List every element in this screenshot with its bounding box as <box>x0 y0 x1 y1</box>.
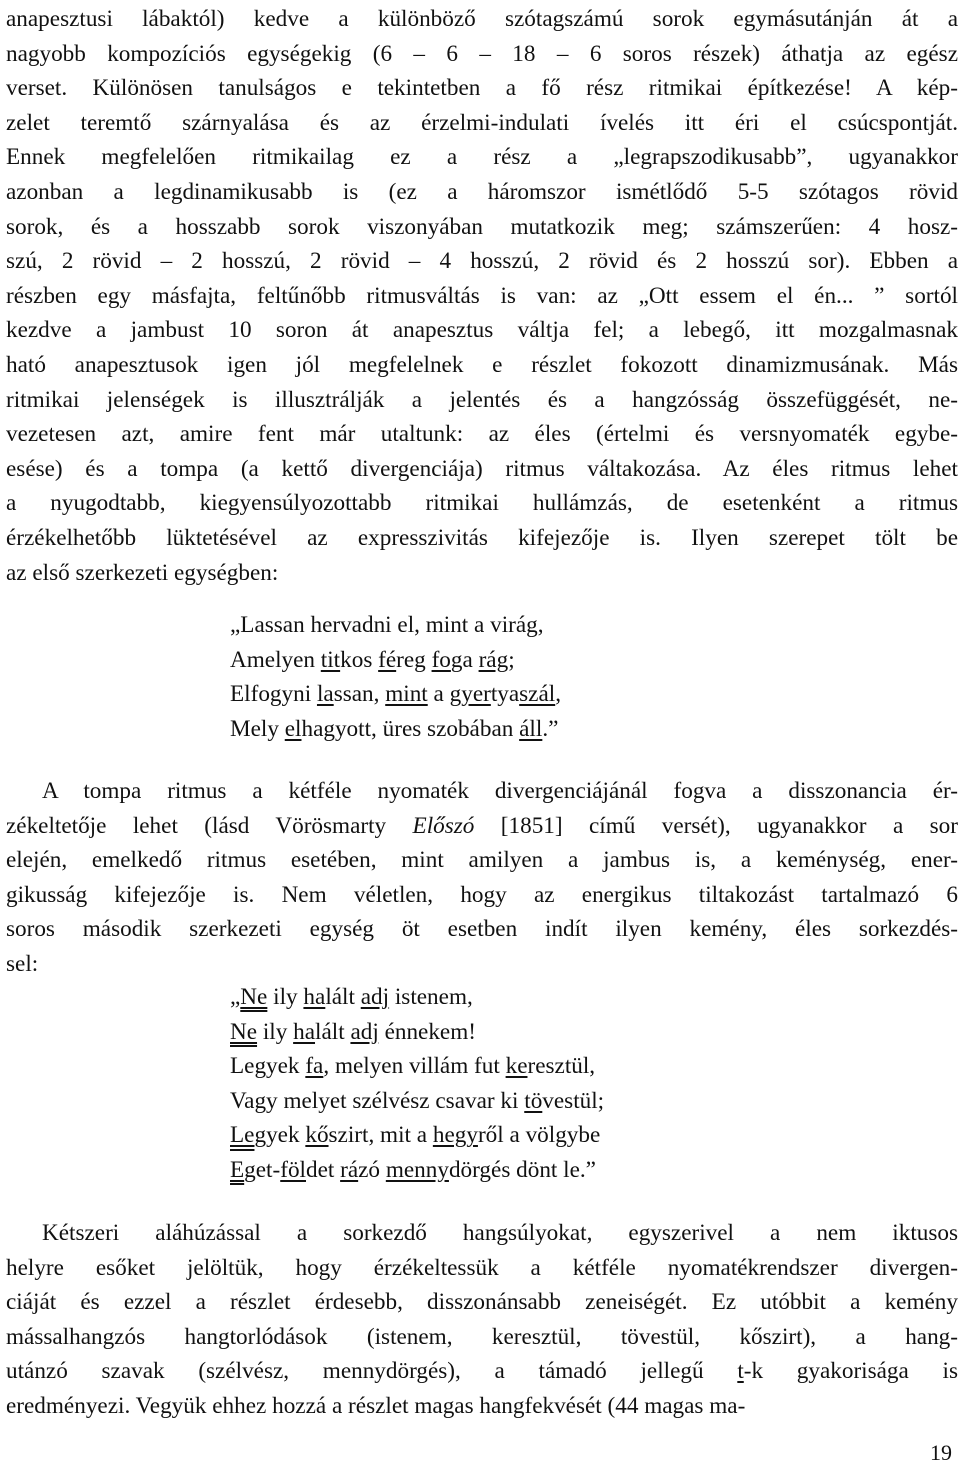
poem-verse-line <box>230 677 561 712</box>
stressed-syllable: tit <box>320 646 341 673</box>
stressed-syllable: föl <box>280 1156 306 1183</box>
text-segment: -k gyakorisága is <box>743 1358 958 1385</box>
text-segment: gikusság kifejezője is. Nem véletlen, hogy az energikus tiltakozást tartalmazó 6 <box>6 881 958 908</box>
poem-verse-line <box>230 1084 604 1119</box>
verse-segment: a <box>427 681 450 708</box>
poem-verse-line <box>230 1153 604 1188</box>
poem-verse-line <box>230 608 561 643</box>
stressed-syllable: fa <box>305 1053 324 1080</box>
poem-verse-line <box>230 643 561 678</box>
verse-segment: lált <box>325 984 361 1010</box>
verse-segment: dörgés dönt le.” <box>448 1156 596 1183</box>
text-line <box>6 1285 958 1320</box>
verse-segment: ga <box>450 646 479 673</box>
stressed-syllable: gyer <box>449 681 491 708</box>
text-line: zelet teremtő szárnyalása és az érzelmi-indulati ívelés itt éri el csúcspontját. <box>6 109 958 136</box>
text-segment: zékeltetője lehet (lásd Vörösmarty <box>6 812 413 839</box>
verse-segment: ; <box>508 646 515 673</box>
verse-segment: énnekem! <box>378 1018 476 1045</box>
poem-verse-line <box>230 712 561 747</box>
text-line <box>6 1251 958 1286</box>
text-segment: helyre esőket jelöltük, hogy érzékeltessük a kétféle nyomatékrendszer divergen- <box>6 1254 958 1281</box>
text-segment: A tompa ritmus a kétféle nyomaték divergenciájánál fogva a disszonancia ér- <box>42 778 958 804</box>
text-line <box>6 1354 958 1389</box>
stressed-syllable: rá <box>340 1156 359 1183</box>
text-line: vezetesen azt, amire fent már utaltunk: az éles (értelmi és versnyomaték egybe- <box>6 421 958 448</box>
text-line <box>6 774 958 809</box>
text-line: anapesztusi lábaktól) kedve a különböző szótagszámú sorok egymásutánján át a <box>6 6 958 32</box>
verse-segment: lált <box>315 1018 351 1045</box>
italic-title: Előszó <box>412 812 475 839</box>
stressed-syllable: rág <box>478 646 509 673</box>
text-segment: soros második szerkezeti egység öt esetben indít ilyen kemény, éles sorkezdés- <box>6 916 958 943</box>
stressed-syllable: adj <box>360 984 390 1010</box>
text-line <box>6 1216 958 1251</box>
text-line: kezdve a jambust 10 soron át anapesztus váltja fel; a lebegő, itt mozgalmasnak <box>6 317 958 344</box>
verse-segment: , <box>555 681 562 708</box>
text-line: az első szerkezeti egységben: <box>6 559 279 586</box>
verse-segment: Vagy melyet szélvész csavar ki <box>230 1087 525 1114</box>
text-line <box>6 843 958 878</box>
verse-segment: „ <box>230 984 241 1010</box>
text-line: ritmikai jelenségek is illusztrálják a jelentés és a hangzósság összefüggését, ne- <box>6 386 958 413</box>
verse-segment: kos <box>340 646 379 673</box>
verse-segment: gyek <box>254 1122 306 1149</box>
text-line <box>6 1320 958 1355</box>
text-line: Ennek megfelelően ritmikailag ez a rész a „legrapszodikusabb”, ugyanakkor <box>6 144 958 171</box>
line-initial-stress: E <box>230 1156 245 1183</box>
text-segment: elején, emelkedő ritmus esetében, mint amilyen a jambus is, a keménység, ener- <box>6 847 958 874</box>
stressed-syllable: adj <box>350 1018 379 1045</box>
text-line: szú, 2 rövid – 2 hosszú, 2 rövid – 4 hosszú, 2 rövid és 2 hosszú sor). Ebben a <box>6 248 958 275</box>
stressed-syllable: fé <box>378 646 397 673</box>
text-line: érzékelhetőbb lüktetésével az expresszivitás kifejezője is. Ilyen szerepet tölt be <box>6 524 958 551</box>
verse-segment: ily <box>257 1018 294 1045</box>
poem-verse-line <box>230 1049 604 1084</box>
text-line <box>6 809 958 844</box>
paragraph-rhythm-analysis <box>6 2 958 590</box>
text-line: esése) és a tompa (a kettő divergenciája) ritmus váltakozása. Az éles ritmus lehet <box>6 455 958 482</box>
line-initial-stress: Ne <box>230 1018 258 1045</box>
verse-segment: .” <box>542 715 559 742</box>
paragraph-double-underline <box>6 1216 958 1424</box>
text-line <box>6 912 958 947</box>
text-line <box>6 947 958 982</box>
text-line: sorok, és a hosszabb sorok viszonyában mutatkozik meg; számszerűen: 4 hosz- <box>6 213 958 240</box>
stressed-syllable: kő <box>305 1122 329 1149</box>
text-segment: utánzó szavak (szélvész, mennydörgés), a támadó jellegű <box>6 1358 738 1385</box>
verse-segment: hagyott, üres szobában <box>301 715 520 742</box>
text-line: nagyobb kompozíciós egységekig (6 – 6 – 18 – 6 soros részek) áthatja az egész <box>6 40 958 67</box>
stressed-syllable: ke <box>505 1053 528 1080</box>
verse-segment: „Lassan hervadni el, mint a virág, <box>230 612 544 638</box>
stressed-syllable: áll <box>519 715 543 742</box>
text-line: részben egy másfajta, feltűnőbb ritmusváltás is van: az „Ott essem el én... ” sortól <box>6 282 958 309</box>
verse-segment: , melyen villám fut <box>323 1053 506 1080</box>
verse-segment: Elfogyni <box>230 681 317 708</box>
text-segment: [1851] című versét), ugyanakkor a sor <box>474 812 958 839</box>
line-initial-stress: Ne <box>240 984 268 1010</box>
stressed-syllable: hegy <box>432 1122 478 1149</box>
stressed-syllable: tö <box>524 1087 543 1114</box>
verse-segment: ről a völgybe <box>477 1122 601 1149</box>
stressed-syllable: ha <box>303 984 326 1010</box>
verse-segment: ily <box>267 984 304 1010</box>
stressed-syllable: szál <box>519 681 556 708</box>
text-segment: sel: <box>6 950 39 977</box>
stressed-syllable: mint <box>385 681 428 708</box>
text-segment: Kétszeri aláhúzással a sorkezdő hangsúlyokat, egyszerivel a nem iktusos <box>42 1220 958 1246</box>
poem-excerpt-second <box>230 980 604 1188</box>
verse-segment: zó <box>358 1156 386 1183</box>
verse-segment: ssan, <box>333 681 386 708</box>
stressed-syllable: la <box>316 681 334 708</box>
verse-segment: Legyek <box>230 1053 306 1080</box>
stressed-syllable: el <box>284 715 302 742</box>
verse-segment: Amelyen <box>230 646 321 673</box>
text-line <box>6 1389 958 1424</box>
text-segment: eredményezi. Vegyük ehhez hozzá a részlet magas hangfekvését (44 magas ma- <box>6 1392 746 1419</box>
poem-verse-line <box>230 1118 604 1153</box>
verse-segment: tya <box>490 681 520 708</box>
underlined-letter: t <box>737 1358 744 1385</box>
verse-segment: vestül; <box>542 1087 605 1114</box>
text-line: verset. Különösen tanulságos e tekintetben a fő rész ritmikai építkezése! A kép- <box>6 75 958 102</box>
verse-segment: resztül, <box>527 1053 596 1080</box>
text-line <box>6 878 958 913</box>
text-line: a nyugodtabb, kiegyensúlyozottabb ritmikai hullámzás, de esetenként a ritmus <box>6 490 958 517</box>
stressed-syllable: fo <box>431 646 451 673</box>
text-segment: mássalhangzós hangtorlódások (istenem, keresztül, tövestül, kőszirt), a hang- <box>6 1323 958 1350</box>
verse-segment: det <box>306 1156 341 1183</box>
stressed-syllable: menny <box>385 1156 449 1183</box>
verse-segment: szirt, mit a <box>328 1122 433 1149</box>
verse-segment: get- <box>244 1156 281 1183</box>
paragraph-dull-rhythm <box>6 774 958 982</box>
text-line: ható anapesztusok igen jól megfelelnek e részlet fokozott dinamizmusának. Más <box>6 351 958 378</box>
stressed-syllable: ha <box>293 1018 316 1045</box>
verse-segment: reg <box>396 646 432 673</box>
text-line: azonban a legdinamikusabb is (ez a háromszor ismétlődő 5-5 szótagos rövid <box>6 178 958 205</box>
poem-verse-line <box>230 980 604 1015</box>
page-number: 19 <box>930 1440 952 1465</box>
poem-excerpt-first <box>230 608 561 746</box>
verse-segment: istenem, <box>389 984 473 1010</box>
text-segment: ciáját és ezzel a részlet érdesebb, disszonánsabb zeneiségét. Ez utóbbit a kemény <box>6 1289 958 1316</box>
line-initial-stress: Le <box>230 1122 255 1149</box>
verse-segment: Mely <box>230 715 285 742</box>
poem-verse-line <box>230 1015 604 1050</box>
